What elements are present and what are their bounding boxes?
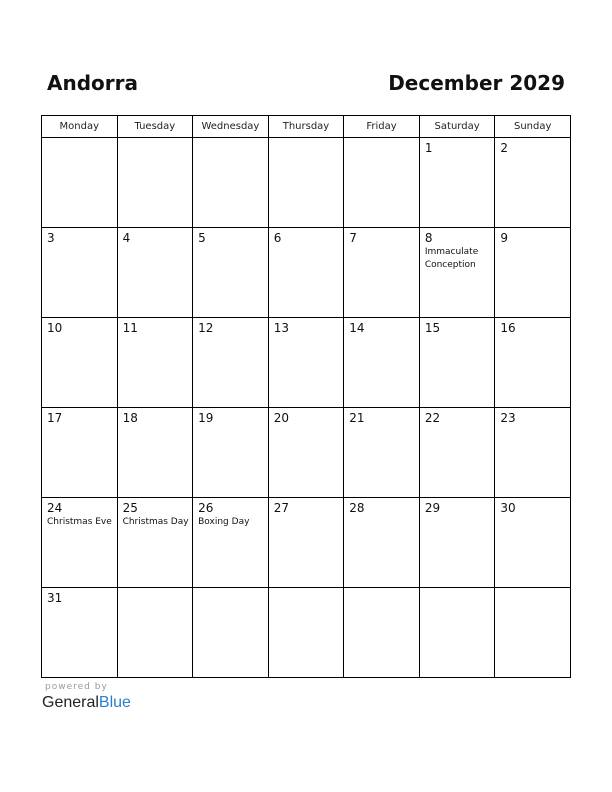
day-number: 13 [273,321,289,335]
day-cell [268,228,344,318]
day-cell [419,408,495,498]
day-cell [419,498,495,588]
day-number: 30 [500,501,516,515]
brand-name-part2: Blue [98,694,131,711]
day-cell [42,588,118,678]
week-row [42,498,571,588]
day-cell [344,588,420,678]
day-number: 15 [424,321,441,335]
day-number: 24 [47,501,63,515]
day-cell [42,318,118,408]
day-number: 2 [500,141,509,155]
day-number: 31 [47,591,63,605]
day-cell [419,318,495,408]
generalblue-logo[interactable] [42,693,131,713]
day-cell [193,138,269,228]
day-number: 12 [198,321,214,335]
week-row [42,318,571,408]
weekday-header: Friday [344,116,420,138]
holiday-label: Immaculate Conception [424,247,479,270]
day-cell [117,228,193,318]
day-cell [495,318,571,408]
day-cell [495,228,571,318]
powered-by-label: powered by [45,682,108,692]
holiday-label: Boxing Day [198,517,250,527]
day-number: 28 [349,501,365,515]
day-cell [419,138,495,228]
calendar-country-title: Andorra [47,71,138,95]
weekday-header: Monday [42,116,118,138]
day-cell [268,408,344,498]
day-cell [42,498,118,588]
day-cell [344,498,420,588]
day-cell [268,588,344,678]
day-cell [268,318,344,408]
day-cell [117,318,193,408]
day-number: 17 [47,411,63,425]
weekday-header: Saturday [419,116,495,138]
week-row [42,228,571,318]
day-number: 26 [198,501,214,515]
day-number: 16 [500,321,516,335]
day-cell [419,228,495,318]
day-number: 20 [273,411,289,425]
day-cell [495,498,571,588]
day-cell [193,408,269,498]
day-cell [495,138,571,228]
day-number: 7 [349,231,357,245]
weekday-header: Wednesday [193,116,269,138]
weekday-header: Sunday [495,116,571,138]
day-cell [344,228,420,318]
holiday-label: Christmas Eve [47,517,112,527]
day-cell [193,498,269,588]
week-row [42,138,571,228]
day-number: 11 [122,321,138,335]
day-cell [42,228,118,318]
weekday-header: Tuesday [117,116,193,138]
day-number: 9 [500,231,509,245]
day-number: 29 [424,501,441,515]
day-cell [495,588,571,678]
day-number: 6 [273,231,282,245]
day-number: 22 [424,411,441,425]
day-cell [344,408,420,498]
day-cell [193,318,269,408]
day-number: 1 [424,141,433,155]
holiday-label: Christmas Day [122,517,189,527]
day-cell [117,138,193,228]
day-number: 3 [47,231,55,245]
day-cell [42,408,118,498]
weekday-header: Thursday [268,116,344,138]
day-cell [117,588,193,678]
day-number: 8 [424,231,433,245]
day-cell [193,588,269,678]
day-number: 18 [122,411,138,425]
day-number: 27 [273,501,289,515]
day-cell [117,408,193,498]
day-cell [268,498,344,588]
calendar-month-title: December 2029 [388,71,565,95]
day-cell [344,318,420,408]
day-number: 4 [122,231,131,245]
week-row [42,588,571,678]
day-cell [344,138,420,228]
day-number: 19 [198,411,214,425]
day-number: 25 [122,501,138,515]
weekday-header-row [42,116,571,138]
brand-name-part1: General [42,694,99,711]
week-row [42,408,571,498]
day-cell [42,138,118,228]
day-number: 14 [349,321,365,335]
day-cell [495,408,571,498]
day-number: 23 [500,411,516,425]
day-cell [193,228,269,318]
day-number: 10 [47,321,63,335]
day-number: 5 [198,231,206,245]
day-cell [268,138,344,228]
day-cell [419,588,495,678]
day-number: 21 [349,411,365,425]
month-calendar-grid [41,115,571,678]
day-cell [117,498,193,588]
